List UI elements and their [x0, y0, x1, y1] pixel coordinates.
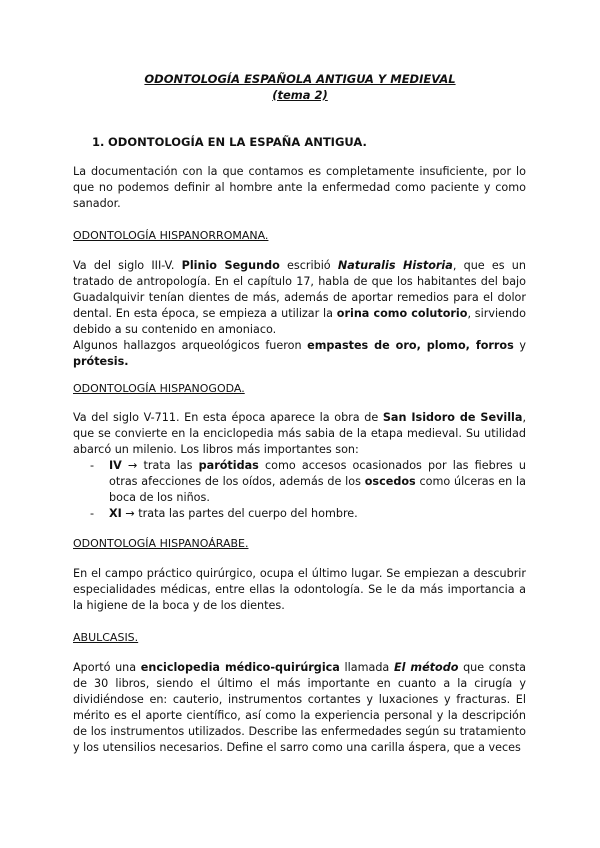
list-dash: -: [90, 507, 95, 521]
subheading-hispanogoda: ODONTOLOGÍA HISPANOGODA.: [73, 382, 245, 395]
document-subtitle: (tema 2): [272, 88, 328, 102]
intro-paragraph: La documentación con la que contamos es completamente insuficiente, por lo que no podemos definir al hombre ante la enfermedad como paciente y como sanador.: [73, 165, 526, 211]
abulcasis-paragraph: Aportó una enciclopedia médico-quirúrgica llamada El método que consta de 30 libros, siendo el último el más importante en cuanto a la cirugía y dividiéndose en: cauterio, instrumentos cortantes y luxaciones y fracturas. El mérito es el aporte científico, así como la experiencia personal y la descripción de los instrumentos utilizados. Describe las enfermedades según su tratamiento y los utensilios necesarios. Define el sarro como una carilla áspera, que a veces: [73, 661, 526, 755]
subheading-abulcasis: ABULCASIS.: [73, 631, 139, 644]
document-title: ODONTOLOGÍA ESPAÑOLA ANTIGUA Y MEDIEVAL: [144, 72, 456, 86]
subheading-hispanorromana: ODONTOLOGÍA HISPANORROMANA.: [73, 229, 269, 242]
hispanoarabe-paragraph: En el campo práctico quirúrgico, ocupa el último lugar. Se empiezan a descubrir especialidades médicas, entre ellas la odontología. Se le da más importancia a la higiene de la boca y de los dientes.: [73, 567, 526, 613]
list-dash: -: [90, 459, 95, 472]
subheading-hispanoarabe: ODONTOLOGÍA HISPANOÁRABE.: [73, 537, 249, 550]
list-item: - XI → trata las partes del cuerpo del hombre.: [73, 506, 526, 522]
books-list: [73, 458, 526, 522]
section-heading-1: [92, 135, 367, 149]
hispanogoda-paragraph: Va del siglo V-711. En esta época aparece la obra de San Isidoro de Sevilla, que se convierte en la enciclopedia más sabia de la etapa medieval. Su utilidad abarcó un milenio. Los libros más importantes son:: [73, 411, 526, 457]
hispanorromana-paragraph: Va del siglo III-V. Plinio Segundo escribió Naturalis Historia, que es un tratado de antropología. En el capítulo 17, habla de que los habitantes del bajo Guadalquivir tenían dientes de más, además de aportar remedios para el dolor dental. En esta época, se empieza a utilizar la orina como colutorio, sirviendo debido a su contenido en amoniaco.: [73, 259, 526, 337]
section-number: 1.: [92, 135, 105, 149]
list-item: - IV → trata las parótidas como accesos ocasionados por las fiebres u otras afecciones de los oídos, además de los oscedos como úlceras en la boca de los niños.: [90, 459, 526, 505]
hispanorromana-findings-paragraph: Algunos hallazgos arqueológicos fueron empastes de oro, plomo, forros y prótesis.: [73, 339, 526, 369]
section-heading-text: ODONTOLOGÍA EN LA ESPAÑA ANTIGUA.: [108, 135, 367, 149]
